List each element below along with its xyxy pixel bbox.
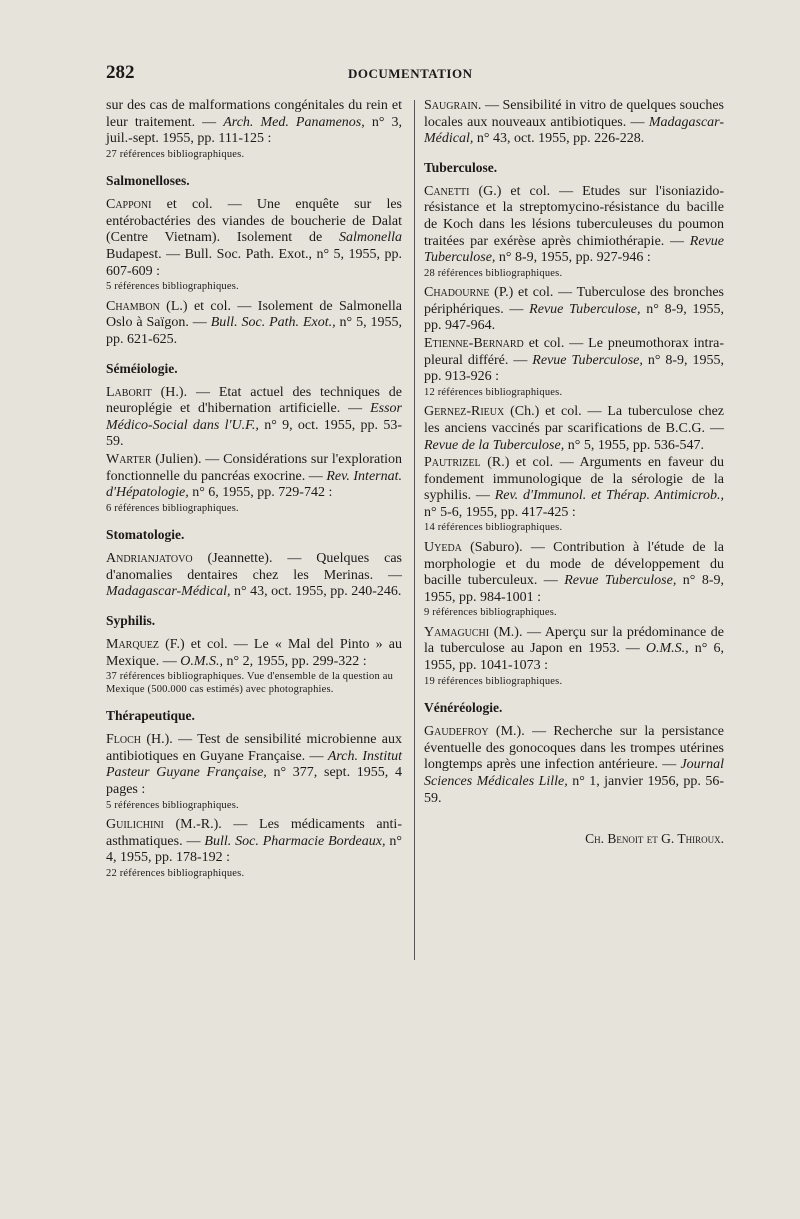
reference-text: et col. — Une enquête sur les entérobactéries des viandes de boucherie de Dalat (Centre Vietnam). Isolement de	[106, 197, 402, 246]
reference-details: n° 3, juil.-sept. 1955, pp. 111-125 :	[106, 114, 402, 147]
reference-entry	[106, 299, 402, 349]
reference-details: n° 43, oct. 1955, pp. 240-246.	[230, 584, 402, 600]
reference-details: n° 8-9, 1955, pp. 947-964.	[424, 301, 724, 334]
section-heading: Tuberculose.	[424, 159, 498, 175]
reference-journal: Madagascar-Médical,	[424, 114, 724, 147]
reference-details: n° 5, 1955, pp. 621-625.	[106, 315, 402, 347]
reference-note: 19 références bibliographiques.	[424, 675, 563, 687]
reference-entry	[424, 285, 724, 335]
reference-author: Floch	[106, 732, 142, 748]
reference-journal: Revue de la Tuberculose,	[424, 437, 565, 453]
reference-text: . — Sensibilité in vitro de quelques souches locales aux nouveaux antibiotiques. —	[424, 98, 724, 130]
section-heading: Séméiologie.	[106, 360, 178, 376]
reference-journal: Journal Sciences Médicales Lille,	[424, 757, 724, 789]
reference-journal: O.M.S.,	[645, 641, 689, 657]
reference-author: Marquez	[106, 636, 159, 652]
reference-text: (R.) et col. — Arguments en faveur du fondement immunologique de la sérologie de la syphilis. —	[424, 455, 724, 504]
section-heading: Vénéréologie.	[424, 700, 503, 716]
reference-entry	[424, 184, 724, 267]
reference-author: Andrianjatovo	[106, 551, 193, 567]
reference-journal: Madagascar-Médical,	[106, 584, 231, 600]
section-heading: Stomatologie.	[106, 527, 185, 543]
reference-entry	[424, 724, 724, 807]
reference-author: Guilichini	[106, 817, 164, 833]
reference-note: 9 références bibliographiques.	[424, 607, 557, 619]
reference-details: n° 2, 1955, pp. 299-322 :	[223, 653, 367, 669]
reference-details: n° 43, oct. 1955, pp. 226-228.	[473, 131, 645, 147]
reference-details: n° 8-9, 1955, pp. 927-946 :	[495, 250, 651, 266]
reference-entry	[424, 455, 724, 521]
reference-details: n° 6, 1955, pp. 1041-1073 :	[424, 641, 724, 674]
reference-note: 12 références bibliographiques.	[424, 386, 563, 398]
reference-text: (Jeannette). — Quelques cas d'anomalies dentaires chez les Merinas. —	[106, 551, 402, 583]
reference-entry	[106, 551, 402, 601]
reference-journal: Revue Tuberculose,	[424, 233, 724, 266]
reference-text: (F.) et col. — Le « Mal del Pinto » au Mexique. —	[106, 636, 402, 669]
reference-note: 22 références bibliographiques.	[106, 867, 245, 879]
reference-author: Capponi	[106, 197, 152, 213]
reference-author: Uyeda	[424, 539, 462, 555]
reference-journal: Arch. Med. Panamenos,	[223, 114, 365, 130]
reference-note: 37 références bibliographiques. Vue d'ensemble de la question au Mexique (500.000 cas estimés) avec photographies.	[106, 671, 394, 695]
reference-entry	[106, 732, 402, 798]
reference-entry	[424, 625, 724, 675]
reference-journal: Salmonella	[339, 230, 402, 246]
reference-journal: Rev. Internat. d'Hépatologie,	[106, 468, 402, 501]
reference-text: (M.-R.). — Les médicaments anti-asthmatiques. —	[106, 817, 402, 849]
reference-author: Yamaguchi	[424, 624, 490, 640]
reference-text: sur des cas de malformations congénitales du rein et leur traitement. —	[106, 98, 402, 130]
reference-note: 27 références bibliographiques.	[106, 148, 245, 160]
section-heading: Syphilis.	[106, 612, 156, 628]
right-column	[424, 98, 724, 847]
section-heading: Thérapeutique.	[106, 708, 195, 724]
reference-note: 14 références bibliographiques.	[424, 522, 563, 534]
reference-details: n° 9, oct. 1955, pp. 53-59.	[106, 417, 402, 450]
reference-note: 5 références bibliographiques.	[106, 799, 239, 811]
reference-text: (Julien). — Considérations sur l'exploration fonctionnelle du pancréas exocrine. —	[106, 451, 402, 484]
reference-author: Chadourne	[424, 285, 490, 301]
reference-journal: Essor Médico-Social dans l'U.F.,	[106, 401, 402, 433]
reference-note: 28 références bibliographiques.	[424, 267, 563, 279]
left-column	[106, 98, 402, 885]
reference-text: (Ch.) et col. — La tuberculose chez les anciens vaccinés par scarifications de B.C.G. —	[424, 404, 724, 436]
reference-text: (G.) et col. — Etudes sur l'isoniazido-résistance et la streptomycino-résistance du bacille de Koch dans les lésions tuberculeuses du poumon traitées par exérèse après chimiothérapie. —	[424, 183, 724, 249]
reference-details: n° 5-6, 1955, pp. 417-425 :	[424, 504, 576, 520]
reference-entry	[106, 817, 402, 867]
page-number: 282	[106, 62, 135, 83]
reference-text: (Saburo). — Contribution à l'étude de la morphologie et du mode de développement du bacille tuberculeux. —	[424, 539, 724, 589]
reference-details: n° 377, sept. 1955, 4 pages :	[106, 765, 402, 797]
reference-details: n° 6, 1955, pp. 729-742 :	[188, 485, 333, 501]
reference-author: Saugrain	[424, 98, 478, 113]
reference-text: (H.). — Etat actuel des techniques de neuroplégie et d'hibernation artificielle. —	[106, 384, 402, 417]
reference-journal: Arch. Institut Pasteur Guyane Française,	[106, 748, 402, 781]
reference-text: (M.). — Aperçu sur la prédominance de la tuberculose au Japon en 1953. —	[424, 624, 724, 657]
reference-journal: Revue Tuberculose,	[529, 301, 641, 317]
reference-entry	[424, 336, 724, 386]
section-heading: Salmonelloses.	[106, 173, 190, 189]
reference-author: Gernez-Rieux	[424, 404, 505, 420]
reference-journal: Rev. d'Immunol. et Thérap. Antimicrob.,	[494, 488, 724, 504]
reference-author: Gaudefroy	[424, 724, 489, 740]
reference-details: n° 4, 1955, pp. 178-192 :	[106, 833, 402, 866]
running-title: DOCUMENTATION	[348, 66, 473, 81]
reference-entry	[106, 452, 402, 502]
reference-entry	[424, 98, 724, 148]
reference-journal: Revue Tuberculose,	[564, 573, 677, 589]
reference-author: Laborit	[106, 384, 152, 400]
reference-entry	[424, 540, 724, 606]
reference-details: n° 8-9, 1955, pp. 913-926 :	[424, 352, 725, 385]
reference-journal: Revue Tuberculose,	[532, 352, 643, 368]
reference-entry	[106, 385, 402, 451]
reference-entry	[106, 637, 402, 670]
reference-text: (H.). — Test de sensibilité microbienne aux antibiotiques en Guyane Française. —	[106, 732, 402, 764]
reference-author: Chambon	[106, 298, 160, 314]
reference-entry	[106, 98, 402, 148]
reference-entry	[106, 197, 402, 280]
reference-details: Budapest. — Bull. Soc. Path. Exot., n° 5, 1955, pp. 607-609 :	[106, 247, 402, 279]
reference-details: n° 5, 1955, pp. 536-547.	[564, 437, 704, 453]
reference-journal: Bull. Soc. Pharmacie Bordeaux,	[204, 833, 386, 849]
reference-author: Warter	[106, 451, 152, 467]
reference-text: et col. — Le pneumothorax intra-pleural différé. —	[424, 336, 724, 368]
signature: Ch. Benoit et G. Thiroux.	[585, 831, 724, 847]
reference-journal: Bull. Soc. Path. Exot.,	[210, 315, 336, 331]
reference-note: 5 références bibliographiques.	[106, 281, 239, 293]
reference-text: (M.). — Recherche sur la persistance éventuelle des gonocoques dans les trompes utérines longtemps après une infection antérieure. —	[424, 724, 724, 773]
reference-text: (L.) et col. — Isolement de Salmonella Oslo à Saïgon. —	[106, 298, 402, 331]
reference-text: (P.) et col. — Tuberculose des bronches périphériques. —	[424, 285, 724, 317]
reference-details: n° 8-9, 1955, pp. 984-1001 :	[424, 573, 724, 605]
reference-journal: O.M.S.,	[180, 653, 224, 669]
reference-note: 6 références bibliographiques.	[106, 502, 239, 514]
reference-author: Pautrizel	[424, 455, 481, 471]
reference-details: n° 1, janvier 1956, pp. 56-59.	[424, 773, 724, 806]
reference-author: Etienne-Bernard	[424, 336, 524, 352]
reference-entry	[424, 404, 724, 454]
reference-author: Canetti	[424, 183, 470, 199]
column-divider	[414, 100, 415, 960]
